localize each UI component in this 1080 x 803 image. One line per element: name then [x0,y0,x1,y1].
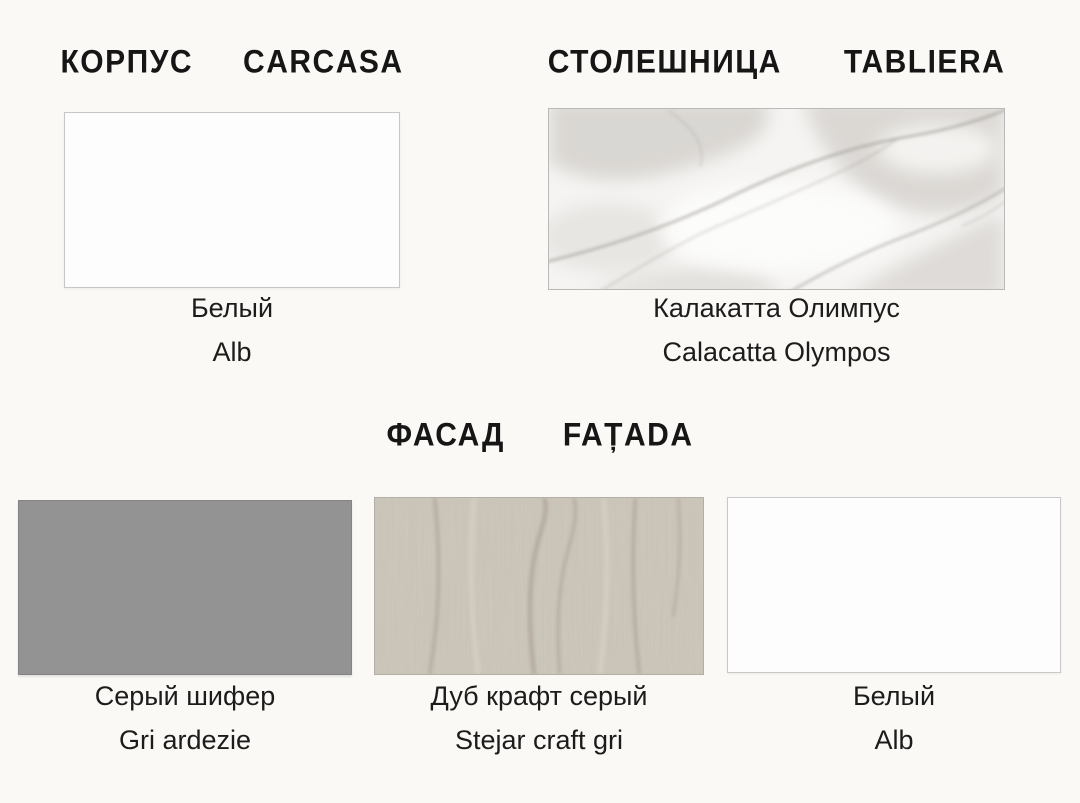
swatch-tabliera-marble [548,108,1005,290]
section-heading-carcasa [60,44,404,82]
swatch-label-ro: Gri ardezie [118,725,252,755]
swatch-labels-craft-oak [374,681,704,756]
wood-texture [375,498,703,674]
swatch-label-ru: Серый шифер [94,681,276,711]
swatch-label-ro: Calacatta Olympos [662,337,891,367]
swatch-fatada-gray-slate [18,500,352,675]
swatch-label-ru: Калакатта Олимпус [653,293,900,323]
heading-carcasa-ro: CARCASA [243,44,404,81]
swatch-labels-gray-slate [18,681,352,756]
section-heading-fatada [0,418,1080,455]
swatch-labels-tabliera [548,293,1005,368]
swatch-fatada-white [727,497,1061,673]
marble-texture [549,109,1004,289]
swatch-labels-white [727,681,1061,756]
swatch-label-ru: Белый [190,293,274,323]
swatch-label-ro: Stejar craft gri [454,725,624,755]
heading-tabliera-ro: TABLIERA [843,44,1006,81]
heading-fatada-ro: FAȚADA [562,417,694,454]
swatch-labels-carcasa [64,293,400,368]
swatch-label-ru: Белый [852,681,936,711]
heading-tabliera-ru: СТОЛЕШНИЦА [547,44,782,81]
swatch-label-ru: Дуб крафт серый [430,681,648,711]
swatch-carcasa-white [64,112,400,288]
swatch-label-ro: Alb [212,337,252,367]
swatch-label-ro: Alb [874,725,914,755]
heading-carcasa-ru: КОРПУС [60,44,194,81]
heading-fatada-ru: ФАСАД [386,417,505,454]
section-heading-tabliera [548,45,1005,82]
swatch-fatada-craft-oak [374,497,704,675]
